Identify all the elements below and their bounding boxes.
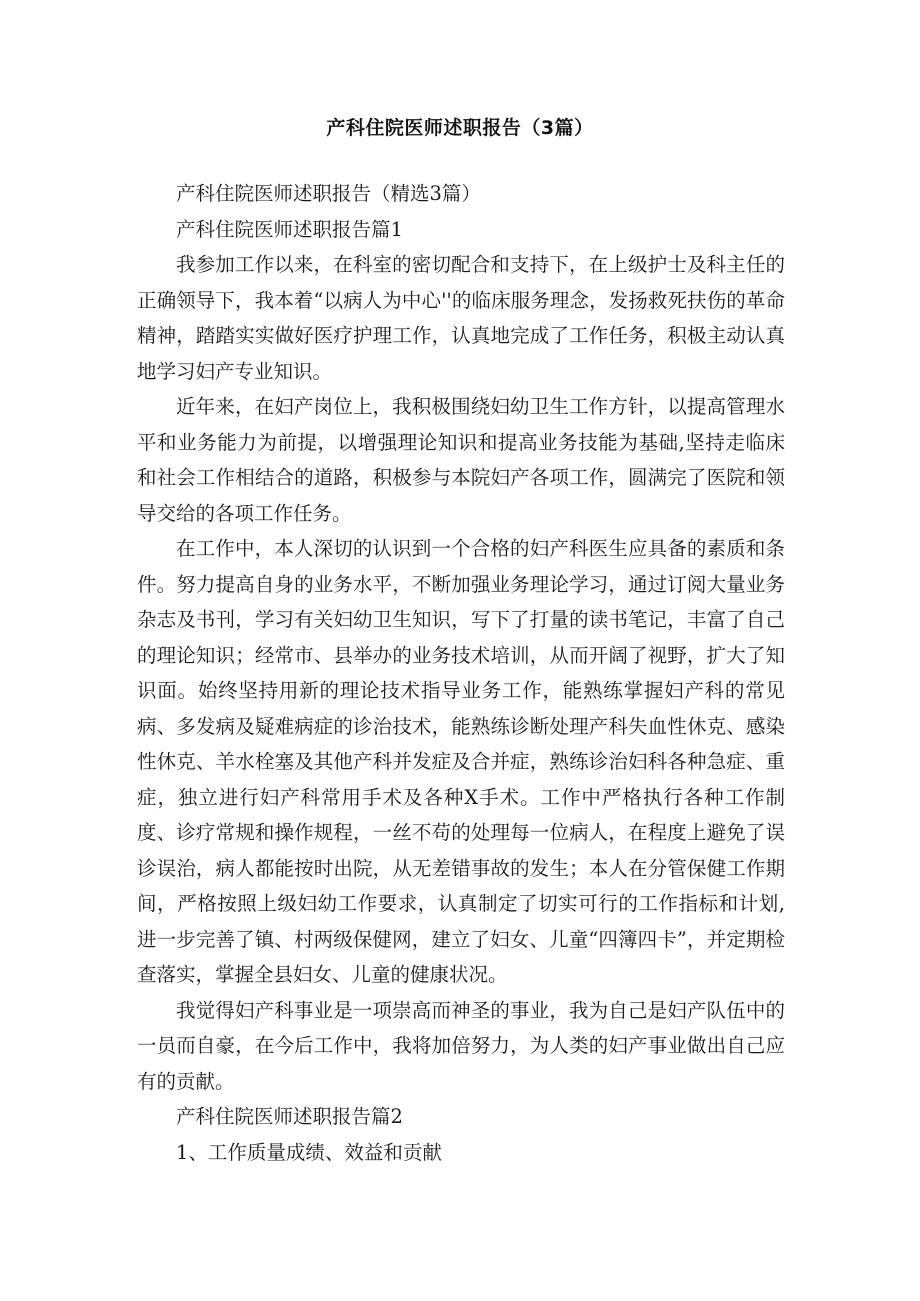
document-title: 产科住院医师述职报告（3篇）: [326, 117, 594, 139]
document-body: [137, 176, 785, 1170]
paragraph-1: 我参加工作以来，在科室的密切配合和支持下，在上级护士及科主任的正确领导下，我本着“以病人为中心''的临床服务理念，发扬救死扶伤的革命精神，踏踏实实做好医疗护理工作，认真地完成了工作任务，积极主动认真地学习妇产专业知识。: [137, 253, 785, 383]
section-heading-1: 产科住院医师述职报告篇1: [176, 217, 403, 241]
section-heading-2: 产科住院医师述职报告篇2: [176, 1105, 403, 1128]
subtitle-line: 产科住院医师述职报告（精选3篇）: [176, 182, 481, 205]
paragraph-2: 近年来，在妇产岗位上，我积极围绕妇幼卫生工作方针，以提高管理水平和业务能力为前提，以增强理论知识和提高业务技能为基础,坚持走临床和社会工作相结合的道路，积极参与本院妇产各项工作，圆满完了医院和领导交给的各项工作任务。: [137, 395, 785, 525]
list-item-1: 1、工作质量成绩、效益和贡献: [176, 1140, 442, 1164]
paragraph-3: 在工作中，本人深切的认识到一个合格的妇产科医生应具备的素质和条件。努力提高自身的业务水平，不断加强业务理论学习，通过订阅大量业务杂志及书刊，学习有关妇幼卫生知识，写下了打量的读书笔记，丰富了自己的理论知识；经常市、县举办的业务技术培训，从而开阔了视野，扩大了知识面。始终坚持用新的理论技术指导业务工作，能熟练掌握妇产科的常见病、多发病及疑难病症的诊治技术，能熟练诊断处理产科失血性休克、感染性休克、羊水栓塞及其他产科并发症及合并症，熟练诊治妇科各种急症、重症，独立进行妇产科常用手术及各种X手术。工作中严格执行各种工作制度、诊疗常规和操作规程，一丝不苟的处理每一位病人，在程度上避免了误诊误治，病人都能按时出院，从无差错事故的发生；本人在分管保健工作期间，严格按照上级妇幼工作要求，认真制定了切实可行的工作指标和计划,进一步完善了镇、村两级保健网，建立了妇女、儿童“四簿四卡”，并定期检查落实，掌握全县妇女、儿童的健康状况。: [137, 537, 785, 986]
paragraph-4: 我觉得妇产科事业是一项崇高而神圣的事业，我为自己是妇产队伍中的一员而自豪，在今后工作中，我将加倍努力，为人类的妇产事业做出自己应有的贡献。: [137, 998, 785, 1093]
